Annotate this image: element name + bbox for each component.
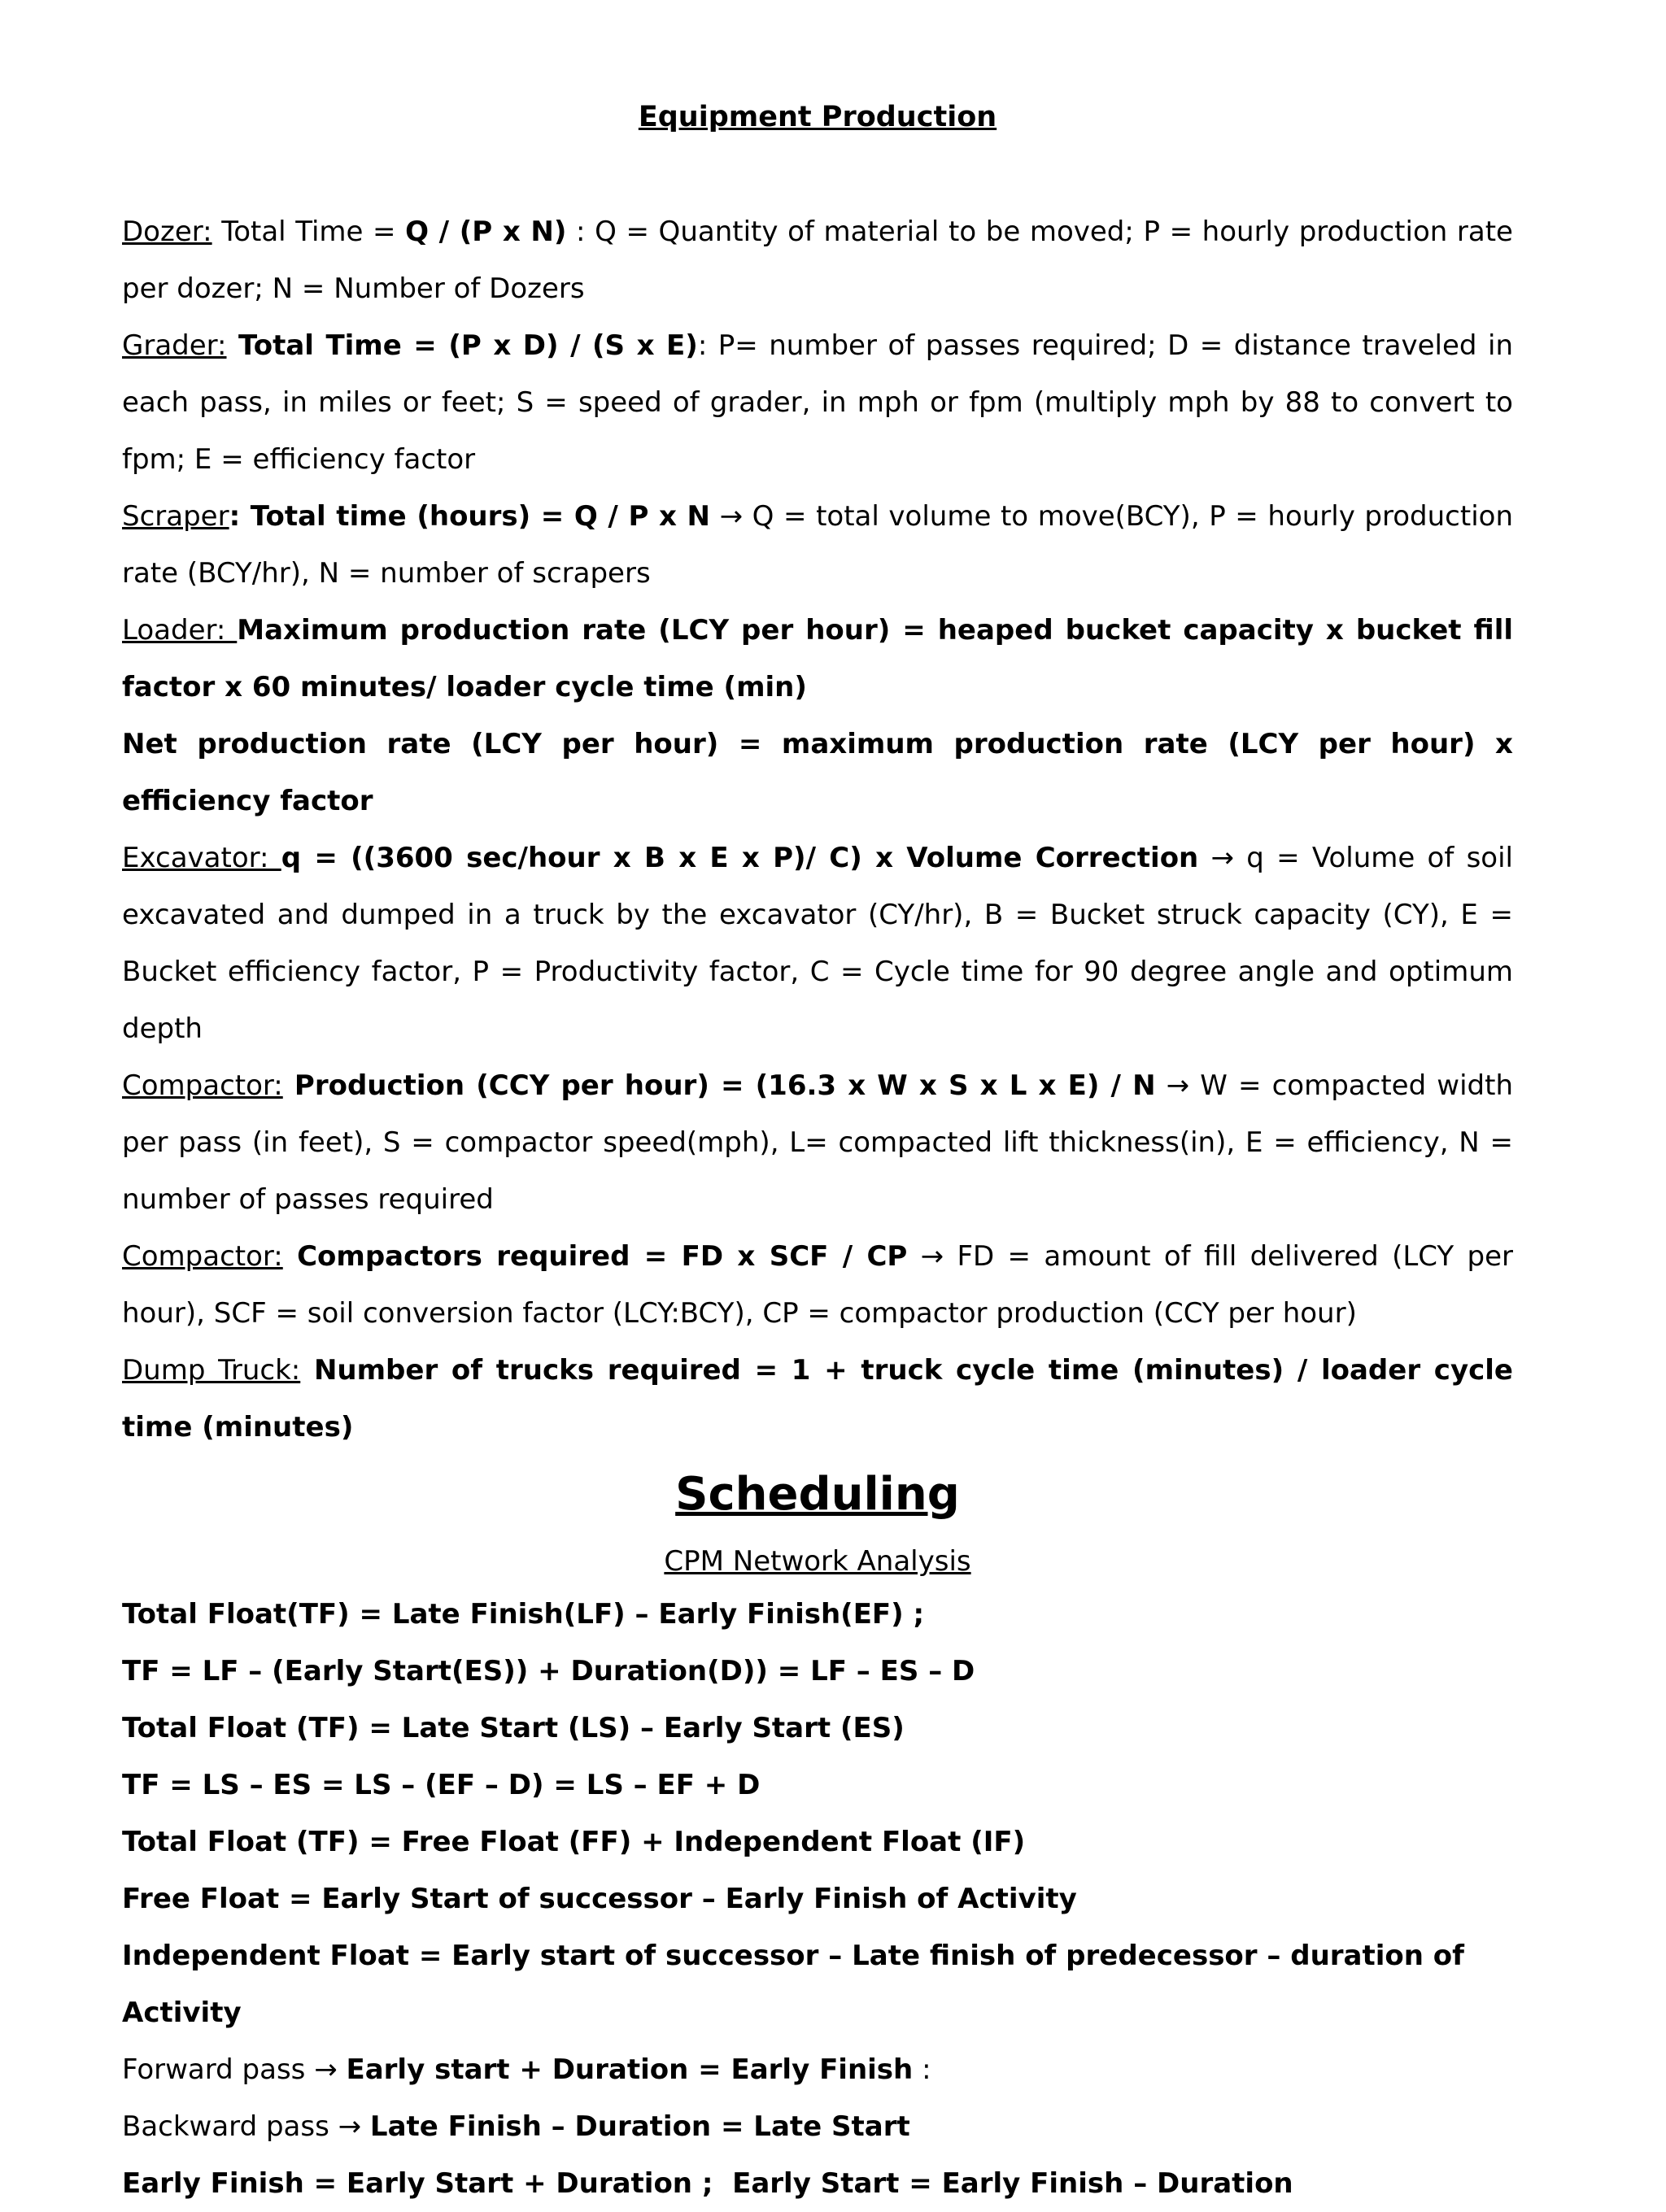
dozer-pre: Total Time = (212, 216, 406, 248)
scraper-colon: : (229, 500, 241, 533)
grader-label: Grader: (122, 329, 227, 362)
scheduling-heading: Scheduling (675, 1468, 960, 1521)
excavator-desc: → q = Volume of soil excavated and dumped in a truck by the excavator (CY/hr), B = Bucket struck capacity (CY), E = Bucket efficiency factor, P = Productivity factor, C = Cycle time for 90 degree angle and optimum depth (122, 842, 1513, 1045)
page-title: Equipment Production (638, 101, 997, 133)
loader-label: Loader: (122, 614, 238, 647)
compactor-production-desc: → W = compacted width per pass (in feet), S = compactor speed(mph), L= compacted lift thickness(in), E = efficiency, N = number of passes required (122, 1069, 1513, 1216)
equation-line: TF = LF – (Early Start(ES)) + Duration(D)) = LF – ES – D (122, 1655, 975, 1687)
forward-pass-suffix: : (913, 2053, 931, 2086)
document-page (122, 98, 1513, 2212)
excavator-formula: q = ((3600 sec/hour x B x E x P)/ C) x Volume Correction (281, 842, 1199, 874)
early-finish-start-line (122, 2155, 1513, 2212)
compactor-production-paragraph (122, 1057, 1513, 1228)
compactor-required-desc: → FD = amount of fill delivered (LCY per hour), SCF = soil conversion factor (LCY:BCY), CP = compactor production (CCY per hour) (122, 1240, 1513, 1330)
backward-pass-label: Backward pass → (122, 2110, 370, 2143)
loader-paragraph (122, 602, 1513, 716)
scraper-formula: Total time (hours) = Q / P x N (240, 500, 710, 533)
equation-line: Independent Float = Early start of successor – Late finish of predecessor – duration of Activity (122, 1940, 1464, 2029)
dump-truck-formula: Number of trucks required = 1 + truck cycle time (minutes) / loader cycle time (minutes) (122, 1354, 1513, 1443)
equation-line: Total Float(TF) = Late Finish(LF) – Early Finish(EF) ; (122, 1598, 925, 1631)
early-start-equation: Early Start = Early Finish – Duration (732, 2167, 1293, 2200)
compactor-label-2: Compactor: (122, 1240, 283, 1273)
cpm-subheading: CPM Network Analysis (664, 1545, 971, 1578)
backward-pass-line (122, 2098, 1513, 2155)
dozer-desc: : Q = Quantity of material to be moved; P = hourly production rate per dozer; N = Number of Dozers (122, 216, 1513, 305)
loader-formula: Maximum production rate (LCY per hour) = heaped bucket capacity x bucket fill factor x 60 minutes/ loader cycle time (min) (122, 614, 1514, 703)
scraper-desc: → Q = total volume to move(BCY), P = hourly production rate (BCY/hr), N = number of scrapers (122, 500, 1513, 590)
dozer-label: Dozer: (122, 216, 212, 248)
equation-line: Total Float (TF) = Late Start (LS) – Early Start (ES) (122, 1712, 905, 1744)
dump-truck-label: Dump Truck: (122, 1354, 301, 1387)
dozer-formula: Q / (P x N) (405, 216, 567, 248)
forward-pass-equation: Early start + Duration = Early Finish (346, 2053, 914, 2086)
compactor-label: Compactor: (122, 1069, 283, 1102)
loader-net-formula: Net production rate (LCY per hour) = maximum production rate (LCY per hour) x efficiency factor (122, 728, 1513, 817)
excavator-paragraph (122, 830, 1513, 1057)
equation-line: TF = LS – ES = LS – (EF – D) = LS – EF + D (122, 1769, 761, 1801)
scraper-paragraph (122, 488, 1513, 602)
backward-pass-equation: Late Finish – Duration = Late Start (369, 2110, 910, 2143)
grader-paragraph (122, 317, 1513, 488)
grader-formula: Total Time = (P x D) / (S x E) (226, 329, 698, 362)
compactor-production-formula: Production (CCY per hour) = (16.3 x W x S x L x E) / N (282, 1069, 1156, 1102)
dozer-paragraph (122, 203, 1513, 317)
equation-line: Free Float = Early Start of successor – Early Finish of Activity (122, 1883, 1077, 1915)
compactor-required-paragraph (122, 1228, 1513, 1342)
forward-pass-line (122, 2041, 1513, 2098)
early-finish-equation: Early Finish = Early Start + Duration ; (122, 2167, 713, 2200)
equation-line: Total Float (TF) = Free Float (FF) + Independent Float (IF) (122, 1826, 1026, 1858)
grader-desc: : P= number of passes required; D = distance traveled in each pass, in miles or feet; S = speed of grader, in mph or fpm (multiply mph by 88 to convert to fpm; E = efficiency factor (122, 329, 1513, 476)
forward-pass-label: Forward pass → (122, 2053, 347, 2086)
excavator-label: Excavator: (122, 842, 281, 874)
scraper-label: Scraper (122, 500, 229, 533)
dump-truck-paragraph (122, 1342, 1513, 1456)
loader-net-paragraph (122, 716, 1513, 830)
compactor-required-formula: Compactors required = FD x SCF / CP (282, 1240, 908, 1273)
